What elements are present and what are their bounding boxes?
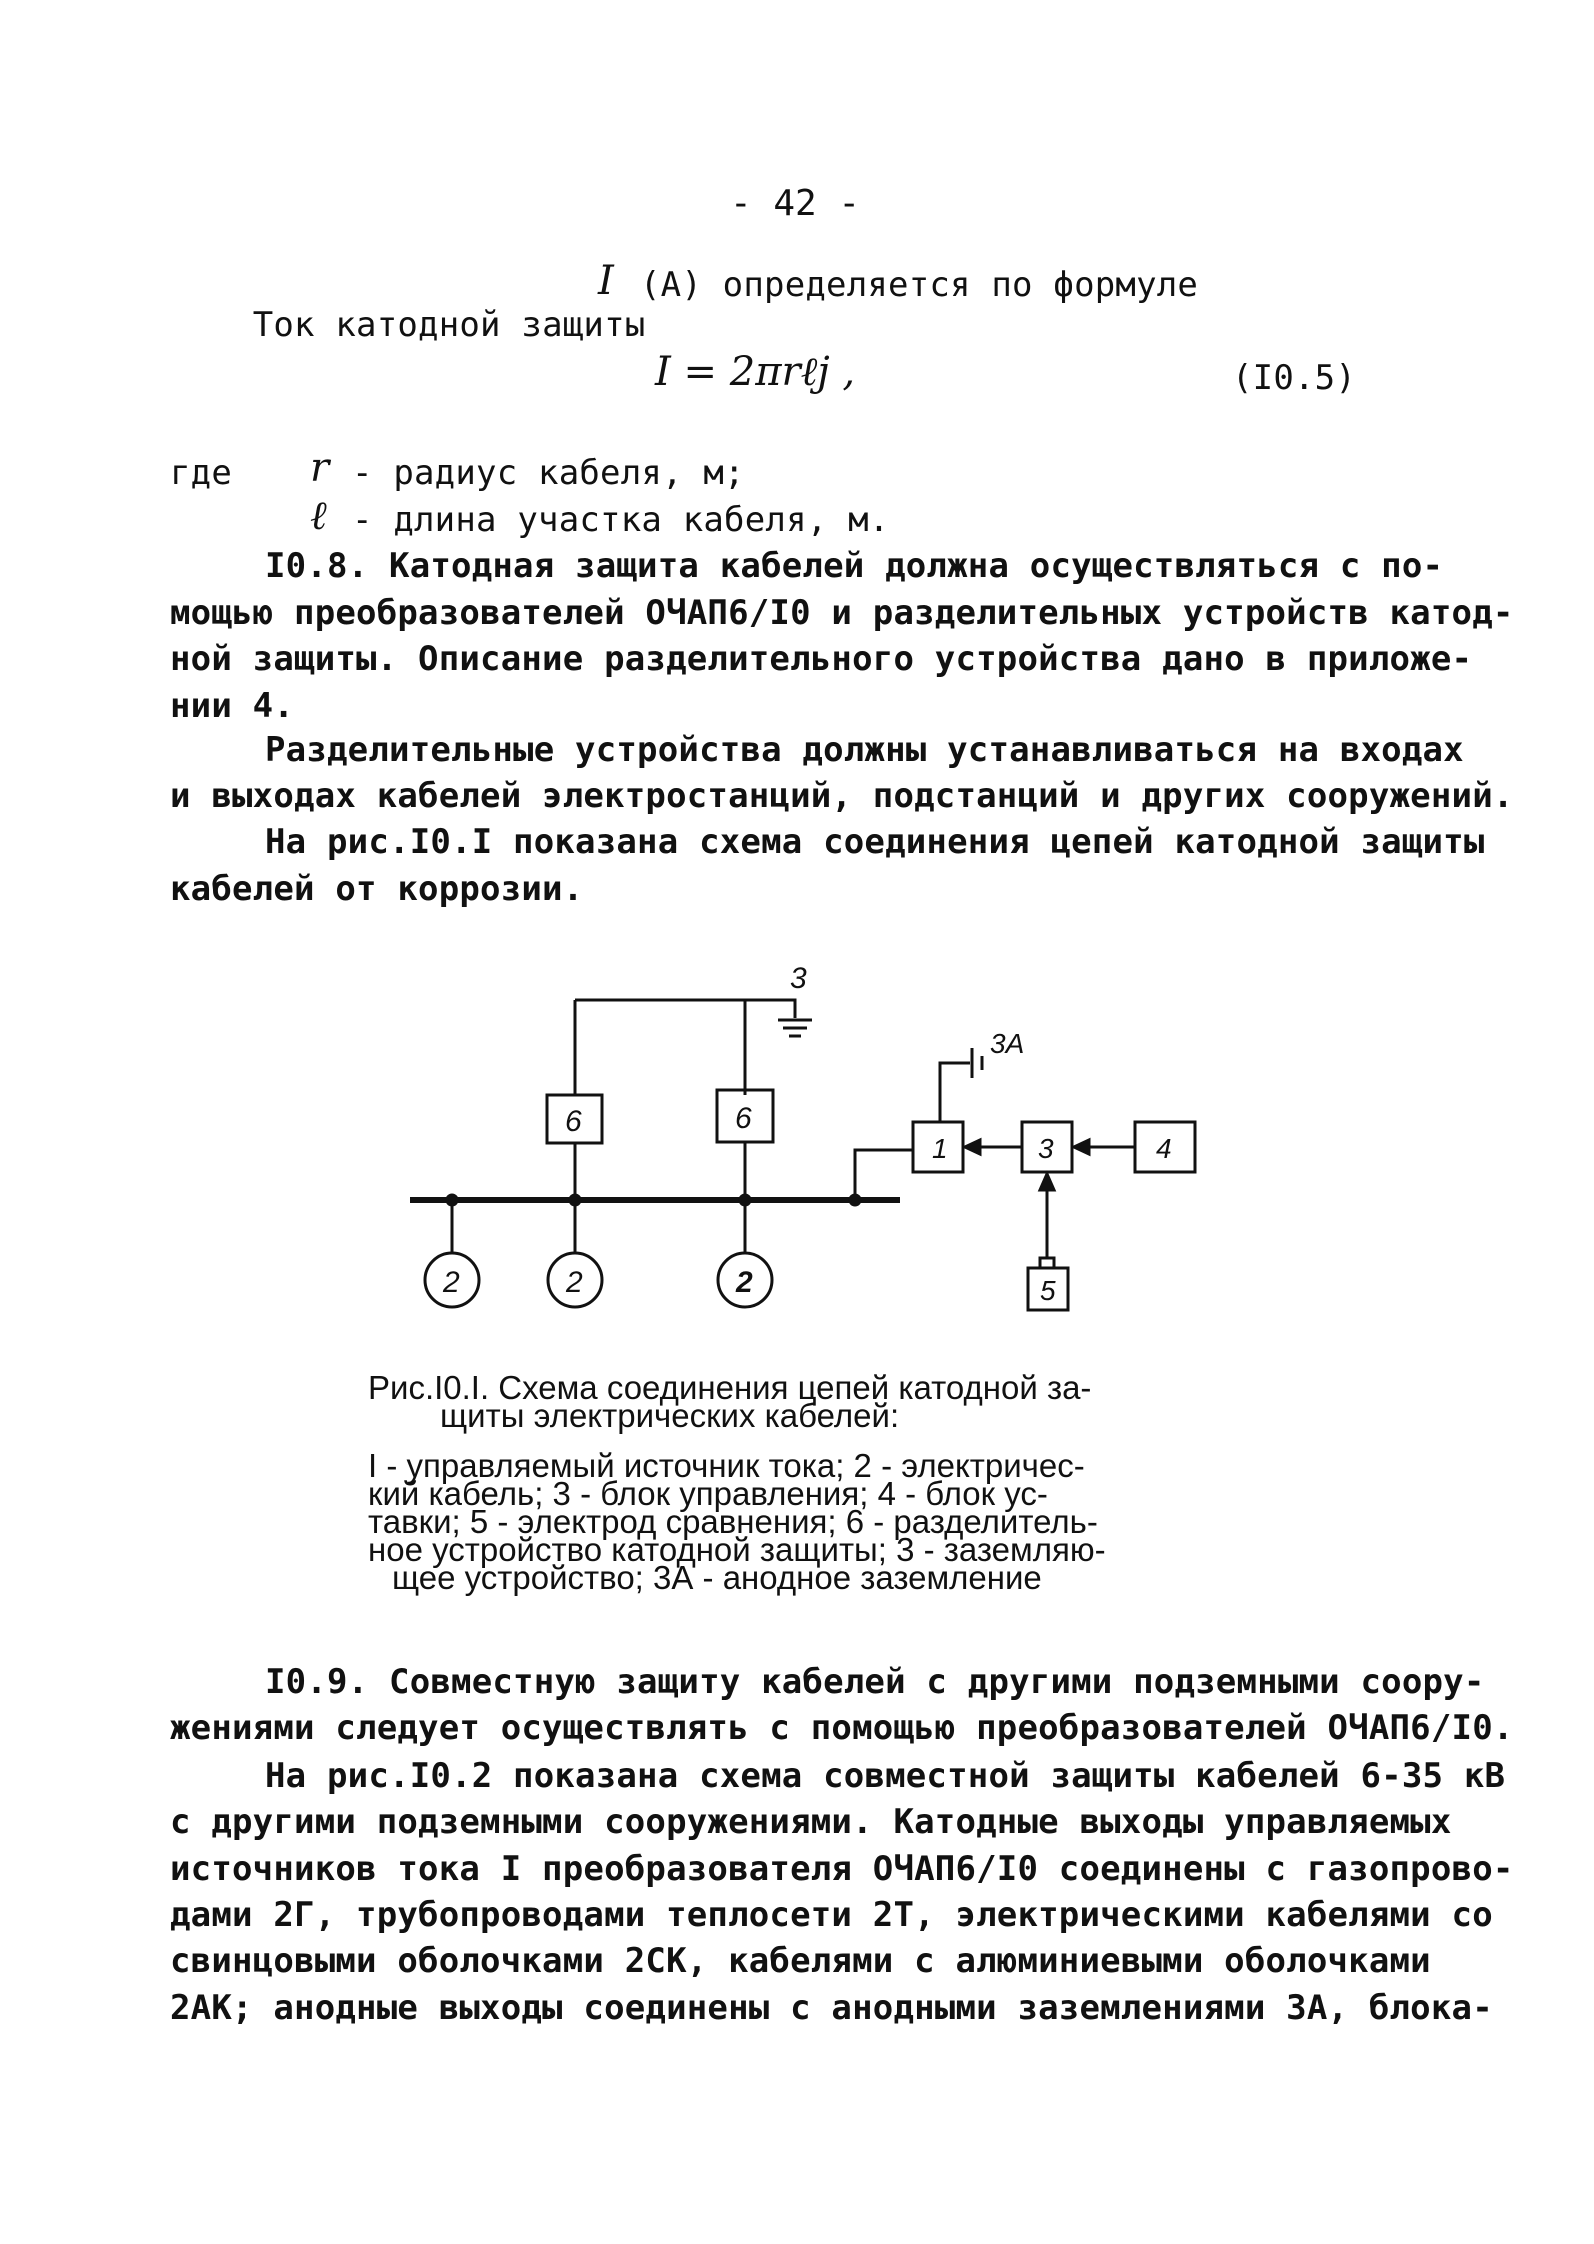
para-fig2-line-6: 2АК; анодные выходы соединены с анодными заземлениями 3А, блока- <box>170 1988 1493 2028</box>
cable-label-3: 2 <box>736 1266 753 1299</box>
length-symbol: ℓ <box>310 493 327 539</box>
cable-label-2: 2 <box>566 1266 583 1299</box>
para-10-8-line-4: нии 4. <box>170 686 295 726</box>
cable-drops <box>452 1200 745 1253</box>
radius-definition: - радиус кабеля, м; <box>352 453 745 493</box>
para-fig2-line-2: с другими подземными сооружениями. Катодные выходы управляемых <box>170 1802 1452 1842</box>
para-fig-line-2: кабелей от коррозии. <box>170 869 584 909</box>
anode-wire <box>940 1063 970 1122</box>
source-feed-wire <box>855 1150 913 1200</box>
length-definition: - длина участка кабеля, м. <box>352 500 890 540</box>
anode-symbol <box>972 1048 982 1078</box>
para-fig2-line-5: свинцовыми оболочками 2СК, кабелями с алюминиевыми оболочками <box>170 1941 1431 1981</box>
separator-down-wires <box>575 1142 745 1200</box>
control-label: 3 <box>1038 1133 1054 1164</box>
para-10-8-line-1: I0.8. Катодная защита кабелей должна осуществляться с по- <box>265 546 1444 586</box>
ground-wire <box>575 1000 795 1095</box>
para-10-9-line-2: жениями следует осуществлять с помощью преобразователей ОЧАП6/I0. <box>170 1708 1514 1748</box>
para-10-8-line-3: ной защиты. Описание разделительного устройства дано в приложе- <box>170 639 1473 679</box>
para-dividers-line-1: Разделительные устройства должны устанавливаться на входах <box>265 730 1464 770</box>
figure-legend-line-3: тавки; 5 - электрод сравнения; 6 - разделитель- <box>368 1503 1098 1540</box>
setpoint-label: 4 <box>1156 1133 1172 1164</box>
para-fig2-line-1: На рис.I0.2 показана схема совместной защиты кабелей 6-35 кВ <box>265 1756 1506 1796</box>
figure-legend-line-4: ное устройство катодной защиты; 3 - заземляю- <box>368 1531 1106 1568</box>
ground-label: 3 <box>790 962 807 995</box>
figure-legend-line-1: I - управляемый источник тока; 2 - электричес- <box>368 1447 1085 1484</box>
ground-symbol <box>778 1020 812 1036</box>
para-10-8-line-2: мощью преобразователей ОЧАП6/I0 и разделительных устройств катод- <box>170 593 1514 633</box>
intro-lead: Ток катодной защиты <box>252 305 646 345</box>
para-dividers-line-2: и выходах кабелей электростанций, подстанций и других сооружений. <box>170 776 1514 816</box>
para-10-9-line-1: I0.9. Совместную защиту кабелей с другими подземными соору- <box>265 1662 1485 1702</box>
current-symbol: I <box>598 258 614 304</box>
cable-label-1: 2 <box>443 1266 460 1299</box>
electrode-label: 5 <box>1040 1275 1056 1306</box>
figure-title-line-1: Рис.I0.I. Схема соединения цепей катодной за- <box>368 1369 1092 1406</box>
separator-label-left: 6 <box>565 1105 582 1138</box>
para-fig-line-1: На рис.I0.I показана схема соединения цепей катодной защиты <box>265 822 1485 862</box>
formula-number: (I0.5) <box>1232 358 1357 398</box>
radius-symbol: r <box>310 445 330 491</box>
figure-legend-line-2: кий кабель; 3 - блок управления; 4 - блок ус- <box>368 1475 1048 1512</box>
formula-expression: I = 2πrℓj , <box>655 349 856 395</box>
anode-label: 3A <box>990 1028 1025 1059</box>
intro-tail: (A) определяется по формуле <box>640 265 1199 305</box>
page-number: - 42 - <box>730 183 861 224</box>
figure-title-line-2: щиты электрических кабелей: <box>440 1397 900 1434</box>
para-fig2-line-3: источников тока I преобразователя ОЧАП6/I0 соединены с газопрово- <box>170 1849 1514 1889</box>
source-label: 1 <box>932 1133 948 1164</box>
where-word: где <box>170 453 233 493</box>
para-fig2-line-4: дами 2Г, трубопроводами теплосети 2Т, электрическими кабелями со <box>170 1895 1493 1935</box>
separator-label-right: 6 <box>735 1102 752 1135</box>
figure-legend-line-5: щее устройство; 3А - анодное заземление <box>392 1559 1042 1596</box>
